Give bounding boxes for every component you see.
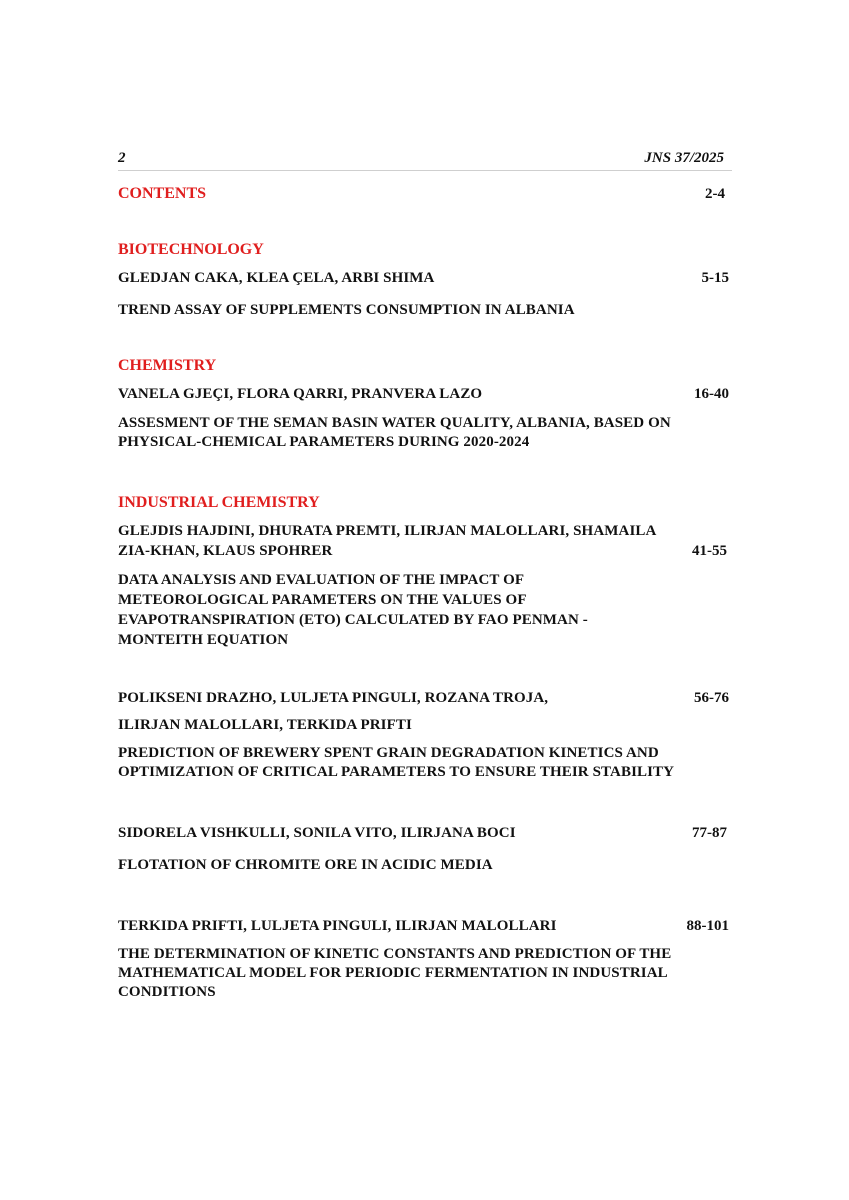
entry-pages: 77-87 [692,825,727,841]
entry-authors: TERKIDA PRIFTI, LULJETA PINGULI, ILIRJAN MALOLLARI [118,918,557,934]
entry-title-line: OPTIMIZATION OF CRITICAL PARAMETERS TO ENSURE THEIR STABILITY [118,764,675,780]
entry-title-line: MATHEMATICAL MODEL FOR PERIODIC FERMENTATION IN INDUSTRIAL [118,965,668,981]
entry-pages: 16-40 [694,386,729,402]
entry-authors: SIDORELA VISHKULLI, SONILA VITO, ILIRJANA BOCI [118,825,516,841]
entry-title-line: MONTEITH EQUATION [118,632,289,648]
entry-authors: GLEDJAN CAKA, KLEA ÇELA, ARBI SHIMA [118,270,435,286]
entry-pages: 56-76 [694,690,729,706]
entry-pages: 5-15 [701,270,729,286]
section-heading-industrial-chemistry: INDUSTRIAL CHEMISTRY [118,494,320,511]
entry-pages: 41-55 [692,543,727,559]
entry-title-line: METEOROLOGICAL PARAMETERS ON THE VALUES OF [118,592,527,608]
entry-authors-line: ILIRJAN MALOLLARI, TERKIDA PRIFTI [118,717,412,733]
entry-authors-line: POLIKSENI DRAZHO, LULJETA PINGULI, ROZANA TROJA, [118,690,549,706]
header-rule [118,170,732,171]
entry-authors: VANELA GJEÇI, FLORA QARRI, PRANVERA LAZO [118,386,483,402]
contents-pages: 2-4 [705,186,725,202]
journal-issue: JNS 37/2025 [644,150,724,166]
section-heading-biotechnology: BIOTECHNOLOGY [118,241,264,258]
entry-title-line: DATA ANALYSIS AND EVALUATION OF THE IMPACT OF [118,572,525,588]
entry-title-line: PREDICTION OF BREWERY SPENT GRAIN DEGRADATION KINETICS AND [118,745,659,761]
entry-title: FLOTATION OF CHROMITE ORE IN ACIDIC MEDIA [118,857,493,873]
entry-pages: 88-101 [686,918,729,934]
entry-authors-line: GLEJDIS HAJDINI, DHURATA PREMTI, ILIRJAN MALOLLARI, SHAMAILA [118,523,657,539]
page-number: 2 [118,150,126,166]
entry-title-line: ASSESMENT OF THE SEMAN BASIN WATER QUALITY, ALBANIA, BASED ON [118,415,671,431]
contents-heading: CONTENTS [118,185,207,202]
section-heading-chemistry: CHEMISTRY [118,357,217,374]
entry-authors-line: ZIA-KHAN, KLAUS SPOHRER [118,543,333,559]
entry-title-line: PHYSICAL-CHEMICAL PARAMETERS DURING 2020-2024 [118,434,530,450]
entry-title-line: CONDITIONS [118,984,216,1000]
entry-title-line: EVAPOTRANSPIRATION (ETO) CALCULATED BY FAO PENMAN - [118,612,588,628]
entry-title: TREND ASSAY OF SUPPLEMENTS CONSUMPTION IN ALBANIA [118,302,575,318]
entry-title-line: THE DETERMINATION OF KINETIC CONSTANTS AND PREDICTION OF THE [118,946,672,962]
